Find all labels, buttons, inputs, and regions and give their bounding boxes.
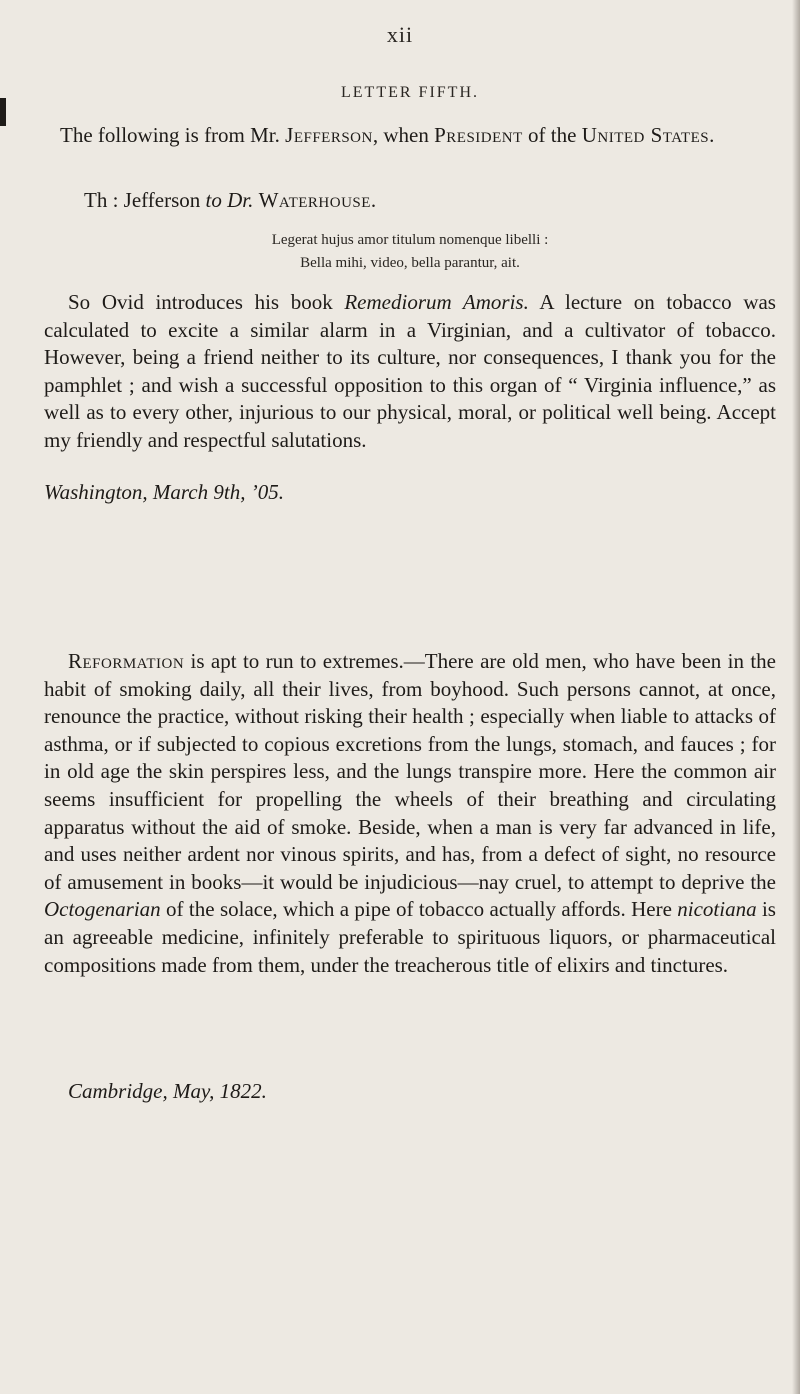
intro-country: United States. bbox=[581, 123, 715, 147]
salutation-recipient: Waterhouse. bbox=[258, 188, 377, 212]
letter-body bbox=[44, 289, 776, 455]
salutation-to: to Dr. bbox=[205, 188, 254, 212]
letter-heading: LETTER FIFTH. bbox=[341, 84, 479, 101]
quote-line-1: Legerat hujus amor titulum nomenque libelli : bbox=[271, 232, 549, 248]
letter-signoff: Washington, March 9th, ’05. bbox=[44, 480, 284, 504]
binding-edge bbox=[792, 0, 800, 1394]
reformation-text-c: is an agreeable medicine, infinitely preferable to spirituous liquors, or pharmaceutical compositions made from them, under the treacherous title of elixirs and tinctures. bbox=[44, 897, 776, 977]
reformation-text-a: is apt to run to extremes.—There are old men, who have been in the habit of smoking daily, all their lives, from boyhood. Such persons cannot, at once, renounce the practice, without risking their health ; especially when liable to attacks of asthma, or if subjected to copious excretions from the lungs, stomach, and fauces ; for in old age the skin perspires less, and the lungs transpire more. Here the common air seems insufficient for propelling the wheels of their breathing and circulating apparatus without the aid of smoke. Beside, when a man is very far advanced in life, and uses neither ardent nor vinous spirits, and has, from a defect of sight, no resource of amusement in books—it would be injudicious—nay cruel, to attempt to deprive the bbox=[44, 649, 776, 894]
reformation-signoff: Cambridge, May, 1822. bbox=[68, 1079, 267, 1103]
book-title: Remediorum Amoris. bbox=[344, 290, 529, 314]
scan-mark bbox=[0, 98, 6, 126]
octogenarian-term: Octogenarian bbox=[44, 897, 161, 922]
intro-prefix: The following is from Mr. bbox=[60, 123, 280, 147]
intro-of: of the bbox=[528, 123, 577, 147]
salutation-from: Th : Jefferson bbox=[84, 188, 201, 212]
reformation-paragraph bbox=[44, 648, 776, 979]
reformation-lead: Reformation bbox=[68, 649, 185, 673]
letter-text-a: So Ovid introduces his book bbox=[68, 290, 345, 314]
letter-introduction bbox=[44, 122, 776, 149]
intro-name: Jefferson bbox=[285, 123, 373, 147]
intro-middle: , when bbox=[372, 123, 429, 147]
quote-line-2: Bella mihi, video, bella parantur, ait. bbox=[300, 255, 520, 271]
latin-quote bbox=[44, 229, 776, 275]
intro-office: President bbox=[434, 123, 523, 147]
page-number: xii bbox=[386, 22, 414, 47]
letter-text-b: A lecture on tobacco was calculated to excite a similar alarm in a Virginian, and a cultivator of tobacco. However, being a friend neither to its culture, nor consequences, I thank you for the pamphlet ; and wish a successful opposition to this organ of “ Virginia influence,” as well as to every other, injurious to our physical, moral, or political well being. Accept my friendly and respectful salutations. bbox=[44, 290, 776, 452]
letter-salutation bbox=[44, 187, 776, 214]
nicotiana-term: nicotiana bbox=[677, 897, 757, 922]
reformation-text-b: of the solace, which a pipe of tobacco actually affords. Here bbox=[160, 897, 678, 922]
